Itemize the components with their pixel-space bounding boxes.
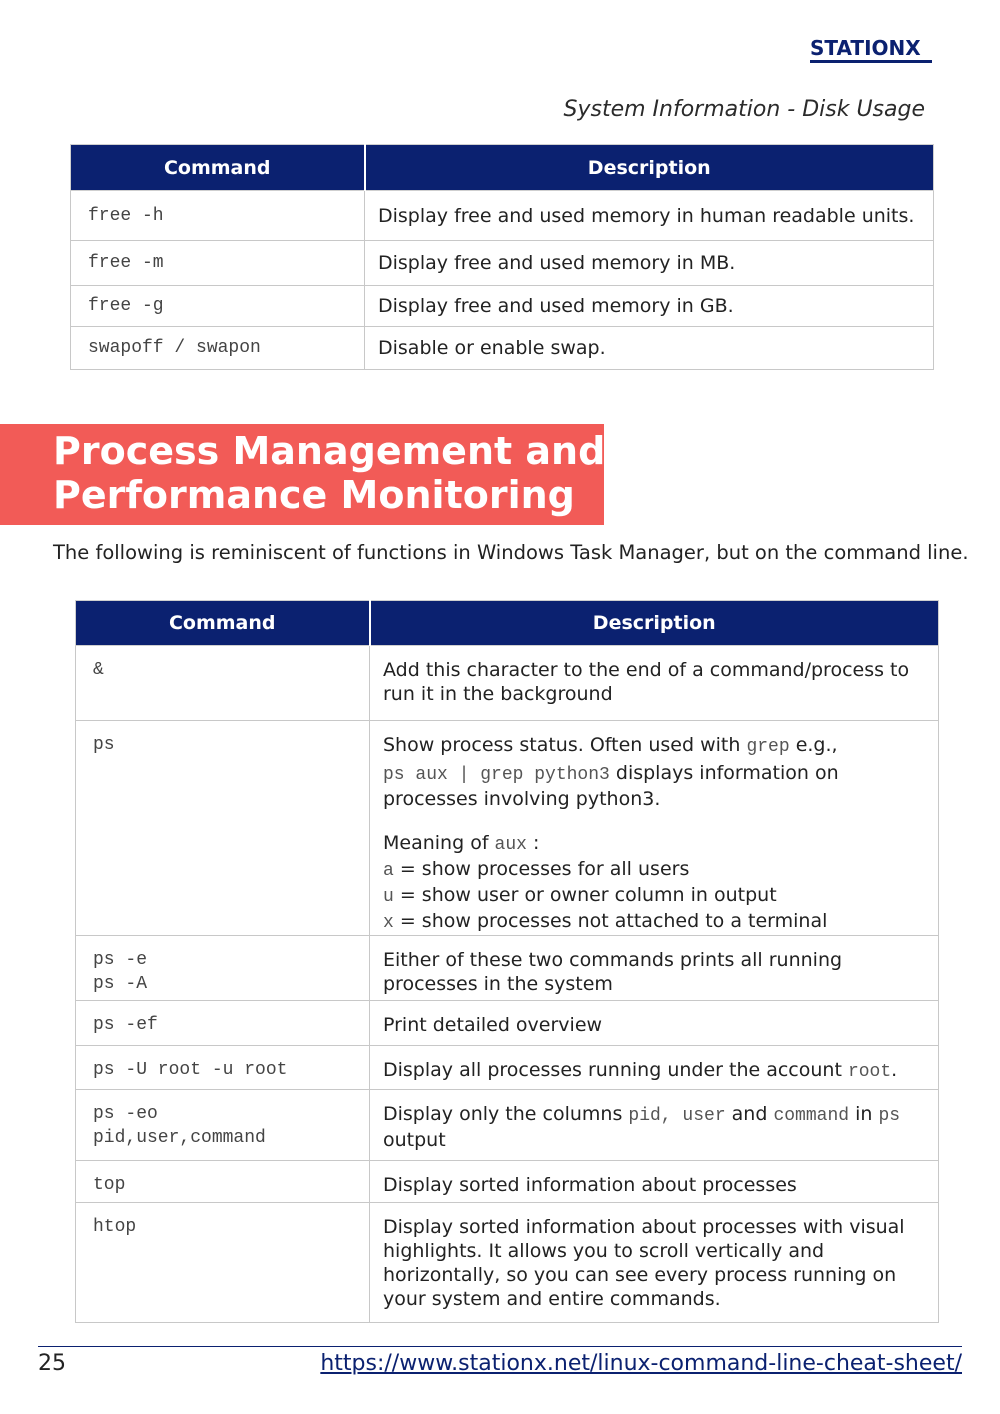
code-snippet: x bbox=[383, 913, 394, 933]
code-snippet: pid, user bbox=[628, 1106, 726, 1126]
description-cell: Display free and used memory in MB. bbox=[365, 241, 934, 286]
column-header-description: Description bbox=[370, 601, 939, 646]
table-row bbox=[76, 1203, 939, 1323]
description-cell: Display free and used memory in GB. bbox=[365, 286, 934, 327]
memory-command-table bbox=[70, 144, 934, 370]
command-cell: free -m bbox=[71, 241, 365, 286]
description-cell: Add this character to the end of a command/process to run it in the background bbox=[370, 646, 939, 721]
text: displays information on processes involving python3. bbox=[383, 762, 839, 810]
section-subtitle: System Information - Disk Usage bbox=[563, 97, 925, 122]
text: in bbox=[849, 1103, 879, 1125]
table-row bbox=[71, 241, 934, 286]
table-row bbox=[71, 191, 934, 241]
table-header-row bbox=[71, 145, 934, 191]
text: . bbox=[891, 1059, 898, 1081]
table-row bbox=[71, 286, 934, 327]
command-cell: & bbox=[76, 646, 370, 721]
command-line: ps -e bbox=[93, 950, 148, 970]
text: Display only the columns bbox=[383, 1103, 629, 1125]
text: Meaning of bbox=[383, 832, 495, 854]
table-header-row bbox=[76, 601, 939, 646]
text: = show user or owner column in output bbox=[393, 884, 777, 906]
command-cell: free -g bbox=[71, 286, 365, 327]
command-cell: ps bbox=[76, 721, 370, 936]
text: = show processes for all users bbox=[393, 858, 690, 880]
footer-divider bbox=[38, 1346, 962, 1347]
section-title bbox=[53, 429, 613, 517]
table-row bbox=[76, 721, 939, 936]
table-row bbox=[76, 936, 939, 1001]
stationx-logo bbox=[810, 33, 962, 67]
text: = show processes not attached to a terminal bbox=[393, 910, 828, 932]
description-cell: Display free and used memory in human readable units. bbox=[365, 191, 934, 241]
description-cell bbox=[370, 1046, 939, 1090]
command-cell: swapoff / swapon bbox=[71, 327, 365, 370]
code-snippet: a bbox=[383, 861, 394, 881]
table-row bbox=[76, 1001, 939, 1046]
command-line: ps -A bbox=[93, 974, 148, 994]
command-cell: top bbox=[76, 1161, 370, 1203]
code-snippet: aux bbox=[494, 835, 527, 855]
text: e.g., bbox=[789, 734, 838, 756]
command-cell: free -h bbox=[71, 191, 365, 241]
command-cell bbox=[76, 1090, 370, 1161]
description-cell bbox=[370, 1090, 939, 1161]
column-header-command: Command bbox=[76, 601, 370, 646]
description-cell bbox=[370, 721, 939, 936]
command-cell: htop bbox=[76, 1203, 370, 1323]
text: output bbox=[383, 1129, 446, 1151]
command-cell: ps -U root -u root bbox=[76, 1046, 370, 1090]
description-cell: Display sorted information about processes bbox=[370, 1161, 939, 1203]
table-row bbox=[76, 1090, 939, 1161]
command-line: ps -eo bbox=[93, 1104, 158, 1124]
description-cell: Display sorted information about processes with visual highlights. It allows you to scroll vertically and horizontally, so you can see every process running on your system and entire commands. bbox=[370, 1203, 939, 1323]
command-cell bbox=[76, 936, 370, 1001]
description-cell: Disable or enable swap. bbox=[365, 327, 934, 370]
code-snippet: ps bbox=[878, 1106, 901, 1126]
section-title-line2: Performance Monitoring bbox=[53, 473, 575, 517]
footer-url-link[interactable]: https://www.stationx.net/linux-command-line-cheat-sheet/ bbox=[320, 1351, 962, 1376]
code-snippet: grep bbox=[746, 737, 790, 757]
description-cell: Either of these two commands prints all running processes in the system bbox=[370, 936, 939, 1001]
table-row bbox=[76, 1161, 939, 1203]
text: Show process status. Often used with bbox=[383, 734, 747, 756]
text: and bbox=[725, 1103, 774, 1125]
description-cell: Print detailed overview bbox=[370, 1001, 939, 1046]
command-line: pid,user,command bbox=[93, 1128, 266, 1148]
column-header-description: Description bbox=[365, 145, 934, 191]
section-intro: The following is reminiscent of functions in Windows Task Manager, but on the command line. bbox=[53, 541, 969, 564]
logo-text: STATIONX bbox=[810, 36, 921, 60]
process-command-table bbox=[75, 600, 939, 1323]
table-row bbox=[76, 646, 939, 721]
section-title-line1: Process Management and bbox=[53, 429, 606, 473]
page-number: 25 bbox=[38, 1351, 66, 1376]
table-row bbox=[76, 1046, 939, 1090]
code-snippet: ps aux | grep python3 bbox=[383, 765, 610, 785]
text: Display all processes running under the account bbox=[383, 1059, 848, 1081]
text: : bbox=[526, 832, 540, 854]
code-snippet: u bbox=[383, 887, 394, 907]
code-snippet: command bbox=[773, 1106, 850, 1126]
table-row bbox=[71, 327, 934, 370]
command-cell: ps -ef bbox=[76, 1001, 370, 1046]
code-snippet: root bbox=[847, 1062, 892, 1082]
column-header-command: Command bbox=[71, 145, 365, 191]
